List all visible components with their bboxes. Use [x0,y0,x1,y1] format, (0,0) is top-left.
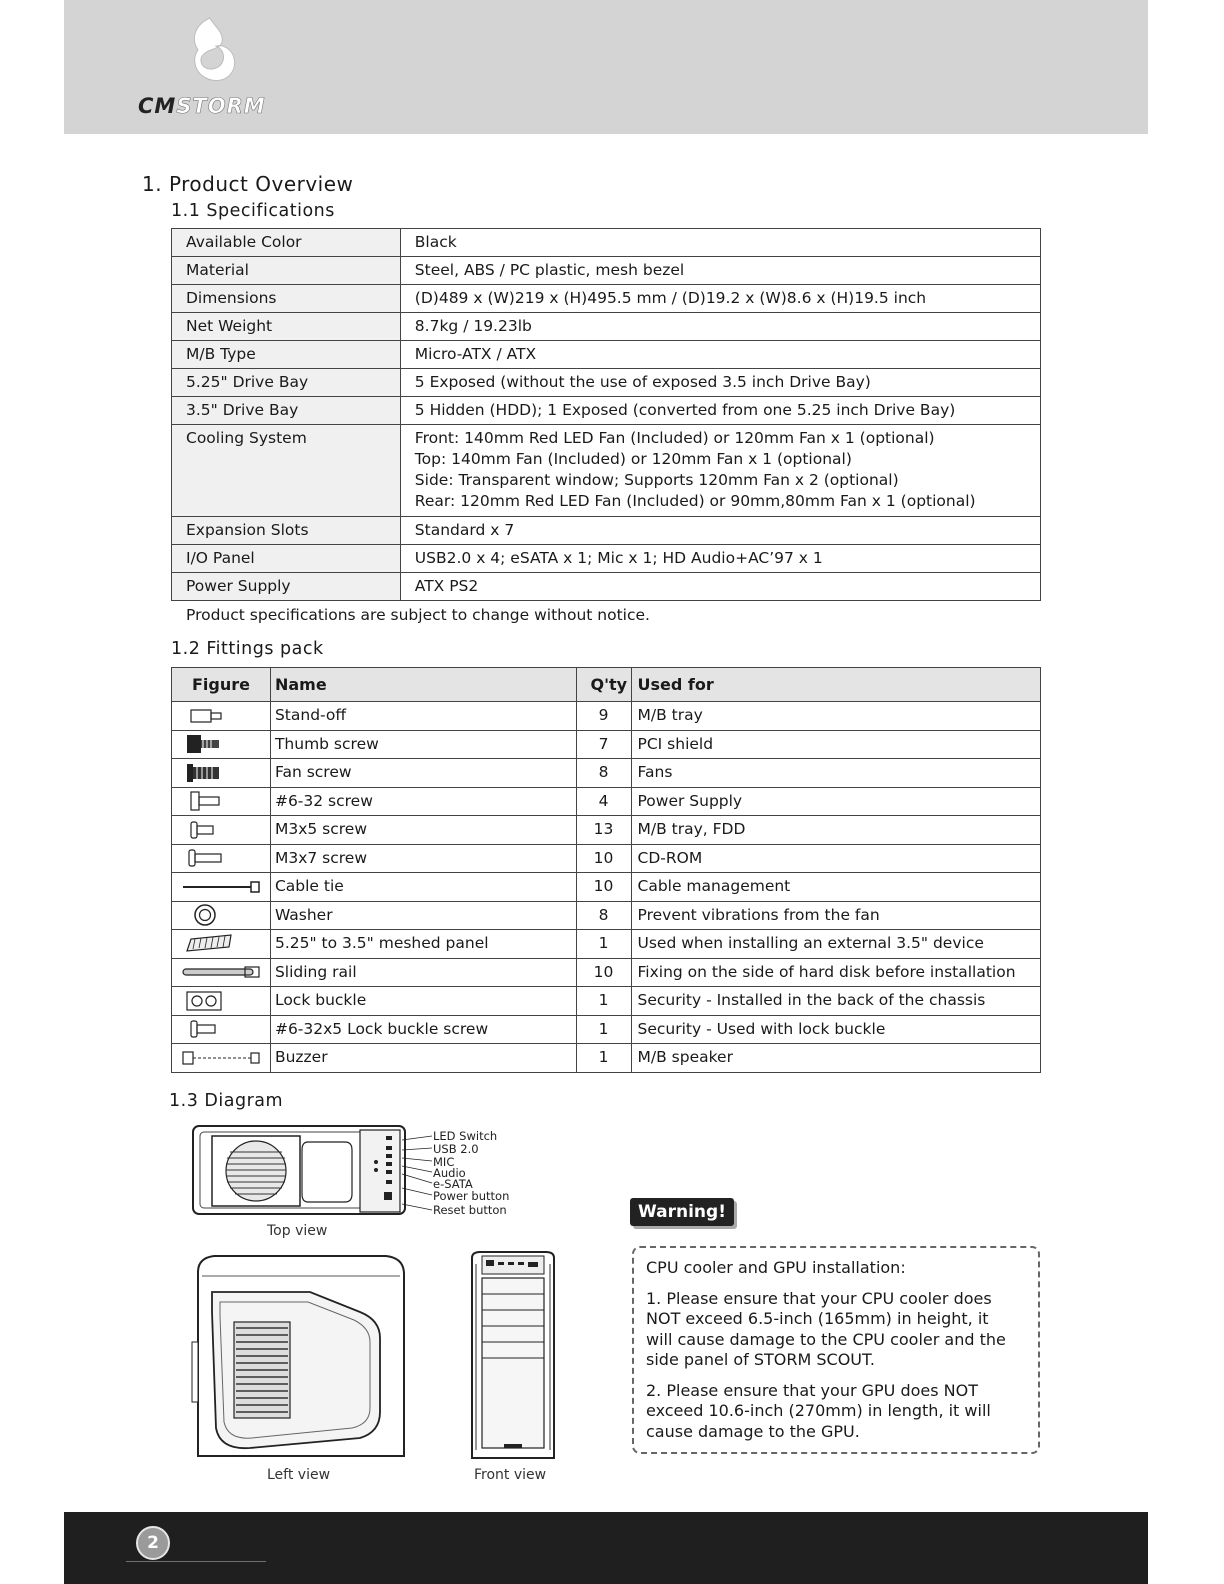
footer-rule [126,1561,266,1562]
used-for-cell: CD-ROM [631,844,1041,873]
spec-row [172,229,1041,257]
used-for-cell: Cable management [631,873,1041,902]
col-figure: Figure [172,668,271,702]
figure-cell [172,787,271,816]
figure-cell [172,987,271,1016]
cooling-line: Top: 140mm Fan (Included) or 120mm Fan x 1 (optional) [414,450,852,468]
top-view-label: e-SATA [433,1177,473,1191]
used-for-cell: PCI shield [631,730,1041,759]
spec-value-cooling [400,425,1040,517]
page-number: 2 [136,1526,170,1560]
spec-label: 3.5" Drive Bay [172,397,401,425]
qty-cell: 1 [576,1015,631,1044]
warning-item-1-line: NOT exceed 6.5-inch (165mm) in height, it [646,1309,989,1328]
used-for-cell: M/B tray, FDD [631,816,1041,845]
cooling-line: Rear: 120mm Red LED Fan (Included) or 90mm,80mm Fan x 1 (optional) [414,492,976,510]
warning-item-1-line: side panel of STORM SCOUT. [646,1350,875,1369]
cable-tie-icon [181,876,261,898]
qty-cell: 13 [576,816,631,845]
qty-cell: 1 [576,987,631,1016]
used-for-cell: Prevent vibrations from the fan [631,901,1041,930]
screw-m3x5-icon [181,819,261,841]
figure-cell [172,759,271,788]
page-title: 1. Product Overview [142,172,354,196]
buzzer-icon [181,1047,261,1069]
table-row [172,844,1041,873]
name-cell: Thumb screw [270,730,576,759]
lock-buckle-screw-icon [181,1018,261,1040]
screw-6-32-icon [181,790,261,812]
qty-cell: 1 [576,930,631,959]
figure-cell [172,730,271,759]
figure-cell [172,702,271,731]
qty-cell: 10 [576,958,631,987]
name-cell: #6-32x5 Lock buckle screw [270,1015,576,1044]
table-row [172,958,1041,987]
qty-cell: 7 [576,730,631,759]
spec-value: Steel, ABS / PC plastic, mesh bezel [400,257,1040,285]
warning-item-2 [646,1381,1038,1443]
warning-item-1 [646,1289,1038,1371]
spec-label: 5.25" Drive Bay [172,369,401,397]
table-row [172,901,1041,930]
qty-cell: 10 [576,844,631,873]
warning-item-1-line: will cause damage to the CPU cooler and the [646,1329,1006,1349]
fittings-heading: 1.2 Fittings pack [171,639,324,659]
spec-label: Net Weight [172,313,401,341]
warning-item-2-line: exceed 10.6-inch (270mm) in length, it will [646,1401,991,1420]
lock-buckle-icon [181,990,261,1012]
spec-label: I/O Panel [172,545,401,573]
spec-row [172,369,1041,397]
spec-value: Standard x 7 [400,517,1040,545]
meshed-panel-icon [181,933,261,955]
spec-value: Black [400,229,1040,257]
used-for-cell: Power Supply [631,787,1041,816]
top-view-label: USB 2.0 [433,1142,479,1156]
spec-value: (D)489 x (W)219 x (H)495.5 mm / (D)19.2 x (W)8.6 x (H)19.5 inch [400,285,1040,313]
table-row [172,1044,1041,1073]
figure-cell [172,816,271,845]
name-cell: Sliding rail [270,958,576,987]
name-cell: #6-32 screw [270,787,576,816]
top-view-label: LED Switch [433,1129,498,1143]
name-cell: Lock buckle [270,987,576,1016]
table-row [172,1015,1041,1044]
spec-label: Cooling System [172,425,401,517]
diagram-heading: 1.3 Diagram [169,1091,284,1111]
figure-cell [172,901,271,930]
used-for-cell: M/B tray [631,702,1041,731]
left-view-diagram [190,1252,412,1462]
front-view-diagram [466,1250,560,1462]
table-row [172,930,1041,959]
spec-label: Dimensions [172,285,401,313]
spec-label: Power Supply [172,573,401,601]
top-view-diagram [190,1122,410,1222]
table-row [172,702,1041,731]
spec-label: Available Color [172,229,401,257]
qty-cell: 10 [576,873,631,902]
storm-swirl-icon [176,14,246,94]
spec-value: 8.7kg / 19.23lb [400,313,1040,341]
warning-box [632,1246,1040,1454]
top-view-label: Audio [433,1166,466,1180]
figure-cell [172,958,271,987]
warning-item-2-line: cause damage to the GPU. [646,1421,860,1441]
table-row [172,873,1041,902]
name-cell: M3x5 screw [270,816,576,845]
spec-value: 5 Hidden (HDD); 1 Exposed (converted from one 5.25 inch Drive Bay) [400,397,1040,425]
cooling-line: Front: 140mm Red LED Fan (Included) or 120mm Fan x 1 (optional) [414,429,935,447]
table-row [172,787,1041,816]
top-view-label: Reset button [433,1203,507,1217]
page-footer [64,1512,1148,1584]
warning-item-1-line: 1. Please ensure that your CPU cooler does [646,1288,992,1308]
qty-cell: 8 [576,901,631,930]
top-view-leader-lines [400,1132,436,1216]
used-for-cell: Used when installing an external 3.5" device [631,930,1041,959]
col-qty: Q'ty [576,668,631,702]
spec-label: Expansion Slots [172,517,401,545]
qty-cell: 4 [576,787,631,816]
thumb-screw-icon [181,733,261,755]
spec-value: 5 Exposed (without the use of exposed 3.5 inch Drive Bay) [400,369,1040,397]
washer-icon [181,904,261,926]
specifications-heading: 1.1 Specifications [171,201,335,221]
figure-cell [172,873,271,902]
warning-title: CPU cooler and GPU installation: [646,1258,906,1277]
name-cell: Washer [270,901,576,930]
figure-cell [172,1015,271,1044]
name-cell: M3x7 screw [270,844,576,873]
page-header [64,0,1148,134]
col-used-for: Used for [631,668,1041,702]
screw-m3x7-icon [181,847,261,869]
spec-label: Material [172,257,401,285]
figure-cell [172,1044,271,1073]
warning-item-2-line: 2. Please ensure that your GPU does NOT [646,1380,979,1400]
spec-value: ATX PS2 [400,573,1040,601]
spec-row [172,285,1041,313]
col-name: Name [270,668,576,702]
table-header-row [172,668,1041,702]
used-for-cell: M/B speaker [631,1044,1041,1073]
sliding-rail-icon [181,961,261,983]
spec-row [172,545,1041,573]
figure-cell [172,930,271,959]
qty-cell: 9 [576,702,631,731]
top-view-caption: Top view [267,1223,328,1239]
name-cell: Stand-off [270,702,576,731]
spec-row [172,397,1041,425]
left-view-caption: Left view [267,1467,331,1483]
name-cell: Buzzer [270,1044,576,1073]
name-cell: Fan screw [270,759,576,788]
spec-row [172,573,1041,601]
name-cell: Cable tie [270,873,576,902]
warning-badge: Warning! [630,1198,734,1226]
spec-label: M/B Type [172,341,401,369]
spec-row-cooling [172,425,1041,517]
table-row [172,730,1041,759]
used-for-cell: Fans [631,759,1041,788]
cooling-line: Side: Transparent window; Supports 120mm Fan x 2 (optional) [414,471,899,489]
top-view-label: Power button [433,1189,510,1203]
fittings-table [171,667,1041,1073]
spec-value: Micro-ATX / ATX [400,341,1040,369]
specifications-table [171,228,1041,601]
spec-value: USB2.0 x 4; eSATA x 1; Mic x 1; HD Audio+AC’97 x 1 [400,545,1040,573]
used-for-cell: Security - Installed in the back of the chassis [631,987,1041,1016]
table-row [172,816,1041,845]
spec-note: Product specifications are subject to change without notice. [186,606,650,624]
used-for-cell: Fixing on the side of hard disk before installation [631,958,1041,987]
top-view-label: MIC [433,1155,455,1169]
figure-cell [172,844,271,873]
brand-logo: CMSTORM [138,94,266,118]
standoff-icon [181,705,261,727]
qty-cell: 8 [576,759,631,788]
name-cell: 5.25" to 3.5" meshed panel [270,930,576,959]
spec-row [172,517,1041,545]
table-row [172,759,1041,788]
spec-row [172,341,1041,369]
table-row [172,987,1041,1016]
fan-screw-icon [181,762,261,784]
spec-row [172,313,1041,341]
used-for-cell: Security - Used with lock buckle [631,1015,1041,1044]
spec-row [172,257,1041,285]
qty-cell: 1 [576,1044,631,1073]
front-view-caption: Front view [474,1467,547,1483]
